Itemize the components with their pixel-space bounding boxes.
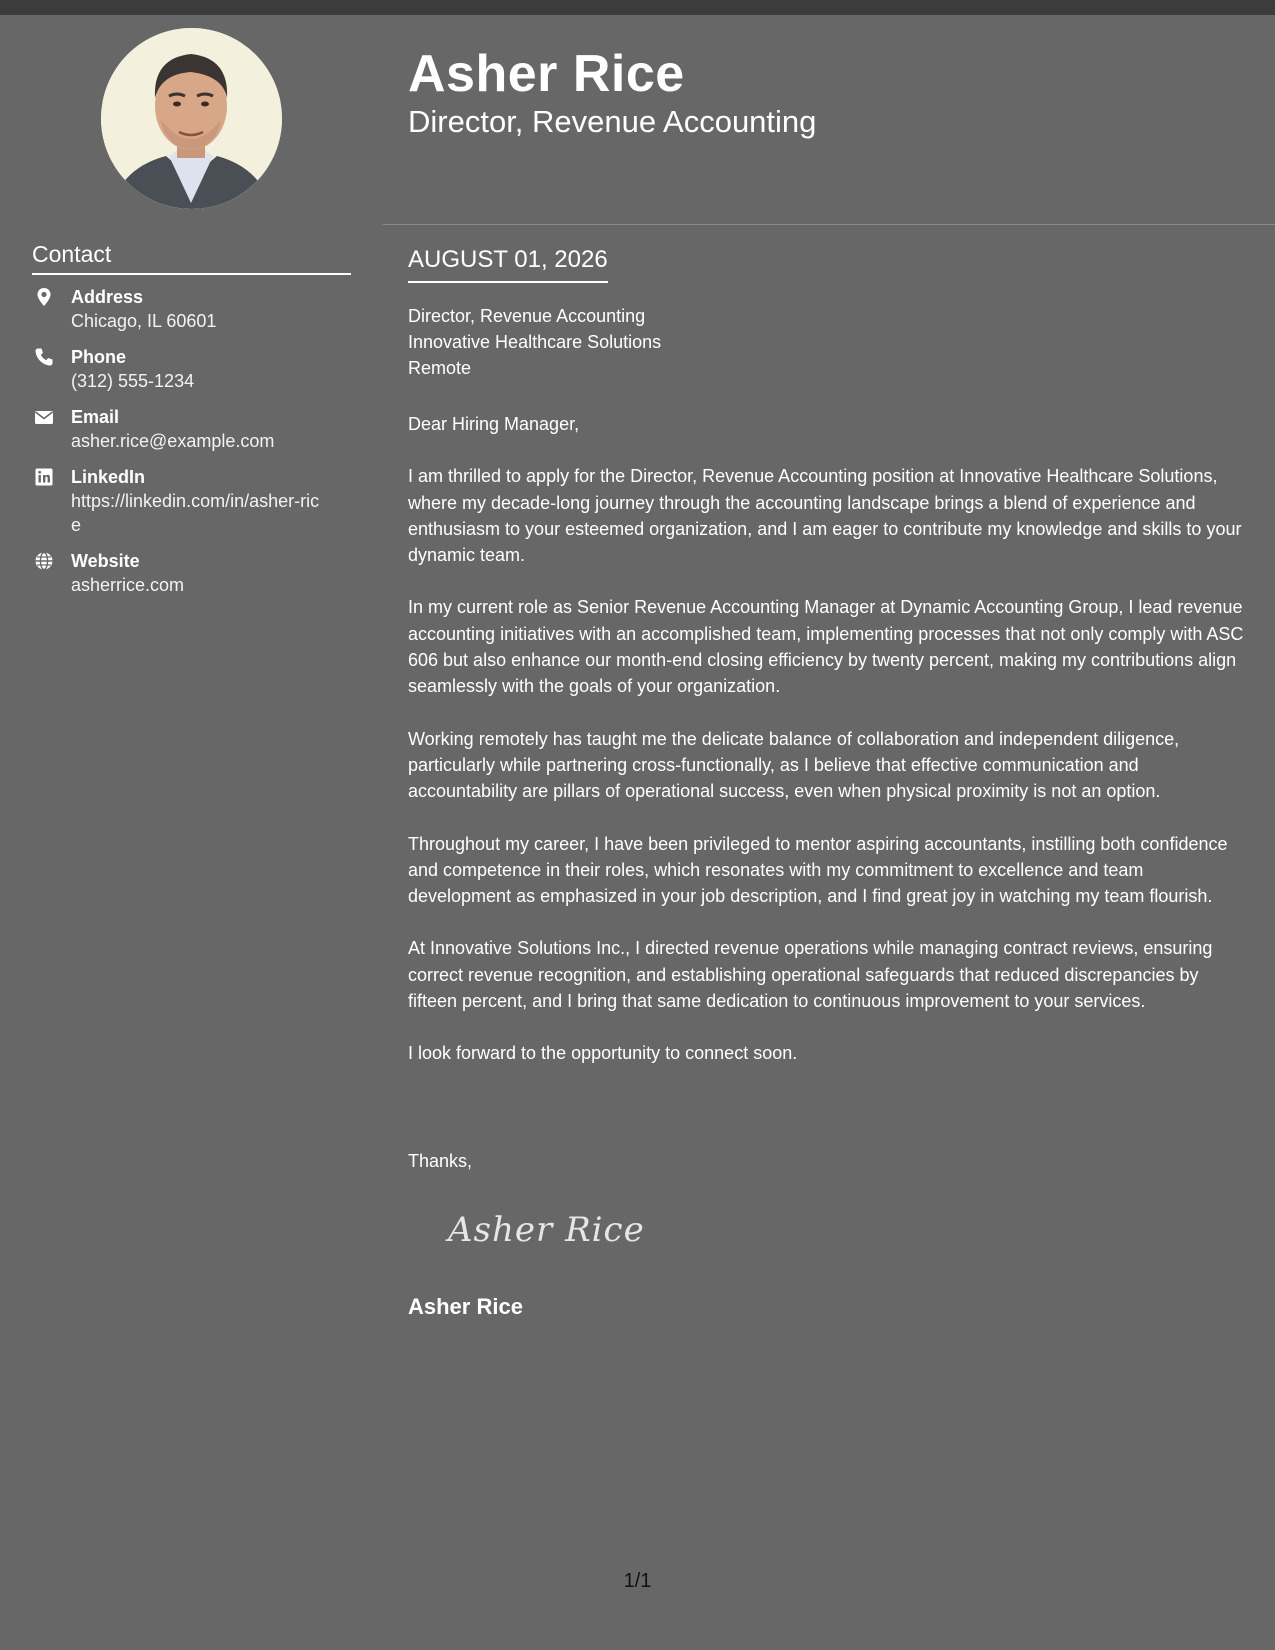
closing: Thanks,	[408, 1151, 473, 1171]
globe-icon	[34, 551, 54, 571]
contact-label: Address	[71, 287, 144, 307]
candidate-title: Director, Revenue Accounting	[408, 104, 817, 139]
contact-item-address	[32, 285, 332, 333]
contact-label: Phone	[71, 347, 127, 367]
letter-paragraph: Throughout my career, I have been privileged to mentor aspiring accountants, instilling both confidence and competence in their roles, which resonates with my commitment to excellence and team development as emphasized in your job description, and I find great joy in watching my team flourish.	[408, 833, 1228, 907]
page-number	[0, 1570, 1275, 1593]
phone-value: (312) 555-1234	[71, 371, 195, 391]
page-number-text: 1/1	[623, 1570, 652, 1592]
contact-label: Email	[71, 407, 120, 427]
avatar-illustration	[101, 28, 282, 209]
contact-list	[32, 285, 332, 609]
contact-label: LinkedIn	[71, 467, 146, 487]
envelope-icon	[34, 407, 54, 427]
map-pin-icon	[34, 287, 54, 307]
linkedin-icon	[34, 467, 54, 487]
letter-date: AUGUST 01, 2026	[408, 245, 608, 283]
contact-item-phone	[32, 345, 332, 393]
linkedin-value[interactable]: https://linkedin.com/in/asher-rice	[71, 491, 320, 535]
address-value: Chicago, IL 60601	[71, 311, 217, 331]
recipient-location: Remote	[408, 358, 472, 378]
contact-heading: Contact	[32, 240, 351, 275]
letter-paragraph: I am thrilled to apply for the Director, Revenue Accounting position at Innovative Healthcare Solutions, where my decade-long journey through the accounting landscape brings a blend of experience and enthusiasm to your esteemed organization, and I am eager to contribute my knowledge and skills to your dynamic team.	[408, 466, 1242, 566]
website-value[interactable]: asherrice.com	[71, 575, 185, 595]
letter-paragraph: I look forward to the opportunity to connect soon.	[408, 1043, 798, 1064]
letter-paragraph: In my current role as Senior Revenue Accounting Manager at Dynamic Accounting Group, I lead revenue accounting initiatives with an accomplished team, implementing processes that not only comply with ASC 606 but also enhance our month-end closing efficiency by twenty percent, making my contributions align seamlessly with the goals of your organization.	[408, 597, 1244, 697]
email-value[interactable]: asher.rice@example.com	[71, 431, 275, 451]
candidate-name: Asher Rice	[408, 45, 685, 103]
contact-item-website	[32, 549, 332, 597]
phone-icon	[34, 347, 54, 367]
handwritten-signature: Asher Rice	[448, 1210, 645, 1250]
recipient-position: Director, Revenue Accounting	[408, 306, 646, 326]
contact-label: Website	[71, 551, 140, 571]
contact-item-linkedin	[32, 465, 332, 537]
signed-name: Asher Rice	[408, 1294, 523, 1319]
letter-paragraph: At Innovative Solutions Inc., I directed revenue operations while managing contract reviews, ensuring correct revenue recognition, and establishing operational safeguards that reduced discrepancies by fifteen percent, and I bring that same dedication to continuous improvement to your services.	[408, 938, 1213, 1012]
salutation: Dear Hiring Manager,	[408, 414, 580, 434]
profile-photo	[101, 28, 282, 209]
header-divider	[383, 224, 1275, 225]
recipient-block	[408, 303, 661, 381]
contact-item-email	[32, 405, 332, 453]
letter-body	[408, 411, 1250, 1093]
recipient-company: Innovative Healthcare Solutions	[408, 332, 662, 352]
letter-paragraph: Working remotely has taught me the delicate balance of collaboration and independent diligence, particularly while partnering cross-functionally, as I believe that effective communication and accountability are pillars of operational success, even when physical proximity is not an option.	[408, 728, 1180, 802]
top-bar	[0, 0, 1275, 15]
